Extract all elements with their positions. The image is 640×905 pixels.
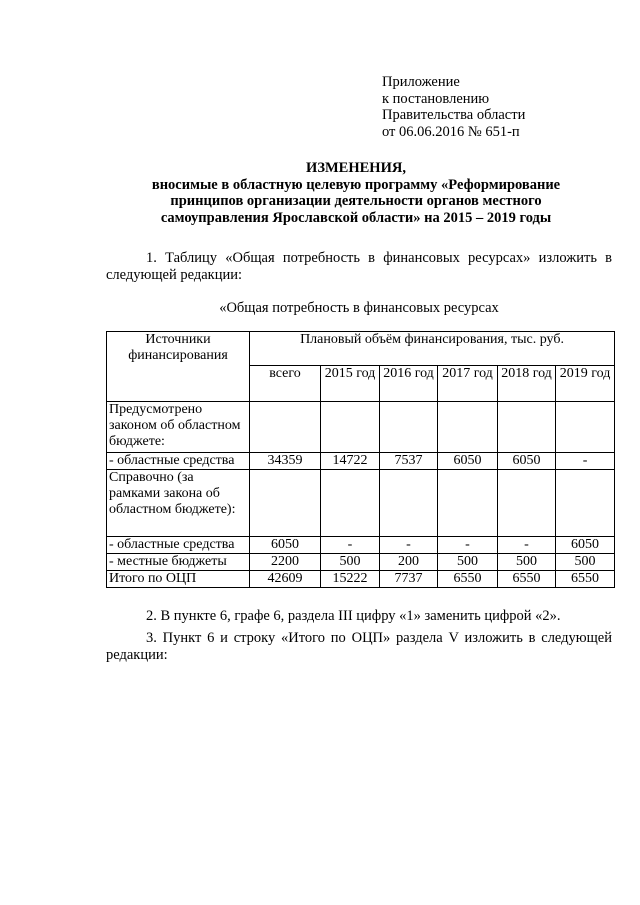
paragraph-text: 1. Таблицу «Общая потребность в финансовых ресурсах» изложить в следующей редакции: — [106, 250, 612, 283]
table-row — [107, 470, 615, 537]
cell-value — [556, 402, 615, 453]
cell-value: 2200 — [250, 554, 321, 571]
heading-line: вносимые в областную целевую программу «Реформирование — [151, 176, 561, 193]
table-header-row — [107, 332, 615, 366]
subheader-cell: 2017 год — [438, 366, 498, 402]
cell-value: 7537 — [380, 453, 438, 470]
cell-value: 15222 — [321, 571, 380, 588]
subheader-cell: 2015 год — [321, 366, 380, 402]
cell-value: - — [498, 537, 556, 554]
row-label: Справочно (за рамками закона об областном бюджете): — [107, 470, 250, 537]
cell-value — [556, 470, 615, 537]
cell-value — [380, 402, 438, 453]
cell-value: 14722 — [321, 453, 380, 470]
cell-value: 500 — [321, 554, 380, 571]
heading-line: принципов организации деятельности органов местного — [170, 193, 542, 209]
header-source: Источники финансирования — [107, 332, 250, 402]
paragraph-1 — [106, 250, 612, 284]
appendix-line: от 06.06.2016 № 651-п — [382, 123, 520, 140]
cell-value — [321, 402, 380, 453]
subheader-cell: 2019 год — [556, 366, 615, 402]
cell-value: 6550 — [498, 571, 556, 588]
cell-value — [250, 470, 321, 537]
header-plan: Плановый объём финансирования, тыс. руб. — [250, 332, 615, 366]
heading-line: самоуправления Ярославской области» на 2015 – 2019 годы — [160, 209, 552, 226]
subheader-cell: всего — [250, 366, 321, 402]
cell-value — [438, 470, 498, 537]
cell-value: 34359 — [250, 453, 321, 470]
paragraph-2 — [106, 608, 612, 625]
row-label: - областные средства — [107, 453, 250, 470]
cell-value — [498, 470, 556, 537]
cell-value: - — [380, 537, 438, 554]
cell-value — [321, 470, 380, 537]
cell-value: 6050 — [556, 537, 615, 554]
cell-value: 500 — [556, 554, 615, 571]
row-label: - областные средства — [107, 537, 250, 554]
cell-value: 500 — [438, 554, 498, 571]
cell-value: 6550 — [556, 571, 615, 588]
row-label: Предусмотрено законом об областном бюджете: — [107, 402, 250, 453]
heading-title: ИЗМЕНЕНИЯ, — [306, 160, 406, 176]
cell-value — [380, 470, 438, 537]
financing-table — [106, 331, 615, 588]
appendix-line: Правительства области — [382, 107, 526, 123]
cell-value — [498, 402, 556, 453]
appendix-line: Приложение — [382, 74, 460, 90]
table-row — [107, 554, 615, 571]
paragraph-text: 3. Пункт 6 и строку «Итого по ОЦП» раздела V изложить в следующей редакции: — [106, 630, 612, 663]
subheader-cell: 2018 год — [498, 366, 556, 402]
table-caption: «Общая потребность в финансовых ресурсах — [219, 300, 499, 316]
cell-value: 6550 — [438, 571, 498, 588]
row-label: - местные бюджеты — [107, 554, 250, 571]
cell-value: 7737 — [380, 571, 438, 588]
cell-value: 6050 — [250, 537, 321, 554]
cell-value: - — [556, 453, 615, 470]
table-row — [107, 453, 615, 470]
cell-value: 42609 — [250, 571, 321, 588]
cell-value: 200 — [380, 554, 438, 571]
cell-value: 6050 — [438, 453, 498, 470]
row-label: Итого по ОЦП — [107, 571, 250, 588]
table-total-row — [107, 571, 615, 588]
appendix-line: к постановлению — [382, 90, 490, 107]
cell-value — [250, 402, 321, 453]
cell-value: - — [321, 537, 380, 554]
paragraph-text: 2. В пункте 6, графе 6, раздела III цифру «1» заменить цифрой «2». — [146, 608, 561, 624]
subheader-cell: 2016 год — [380, 366, 438, 402]
cell-value: - — [438, 537, 498, 554]
table-row — [107, 402, 615, 453]
cell-value: 6050 — [498, 453, 556, 470]
cell-value — [438, 402, 498, 453]
appendix-note — [382, 74, 612, 140]
paragraph-3 — [106, 630, 612, 664]
table-row — [107, 537, 615, 554]
cell-value: 500 — [498, 554, 556, 571]
document-heading — [100, 160, 612, 226]
